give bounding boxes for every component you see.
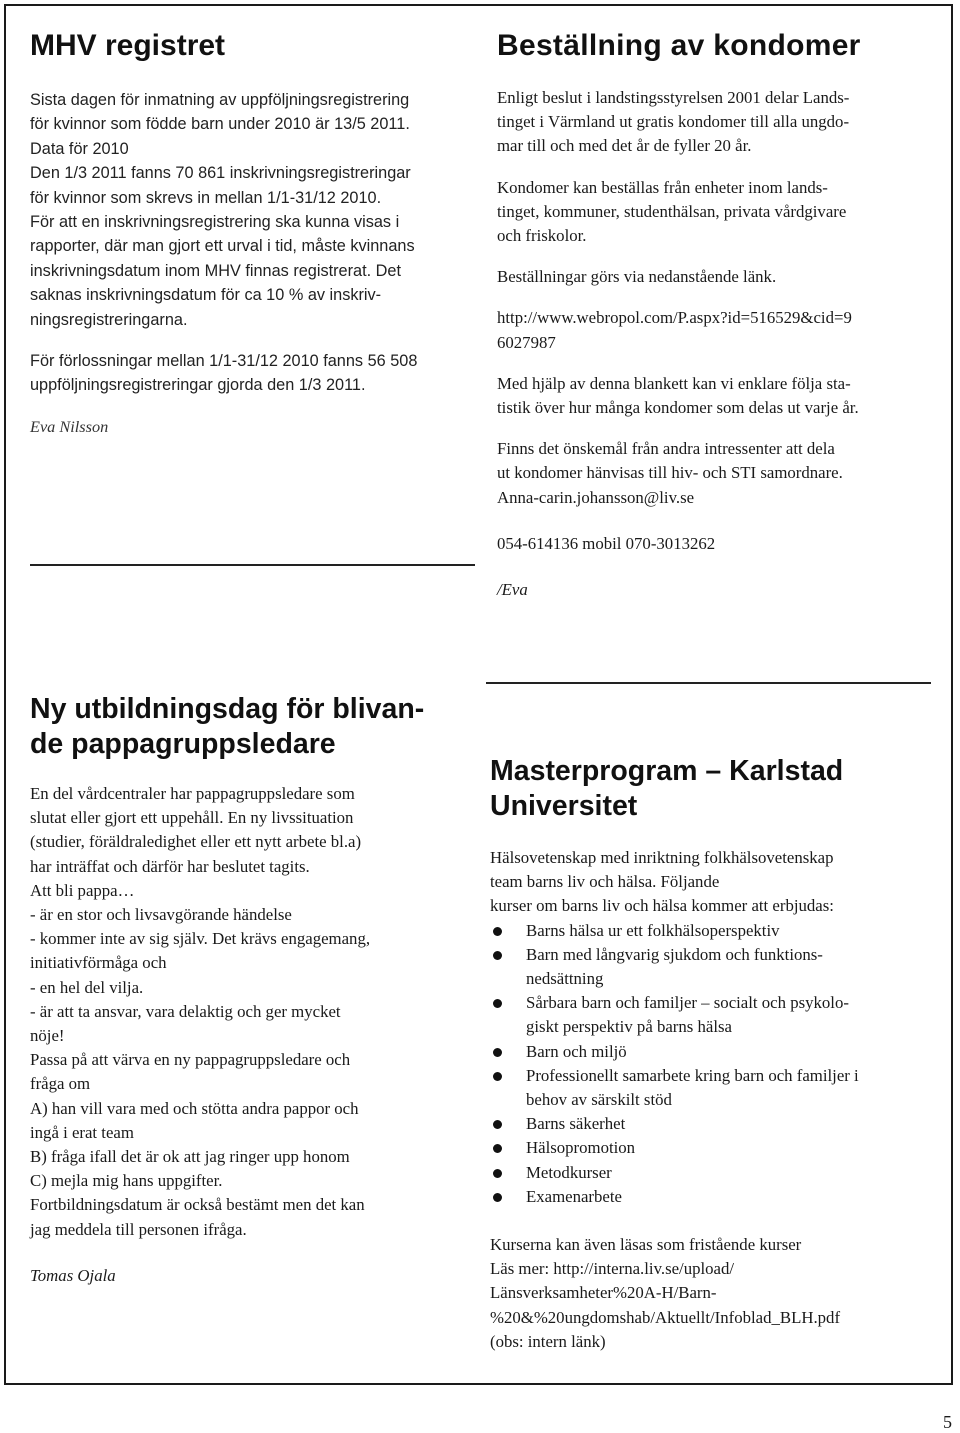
mhv-line: För förlossningar mellan 1/1-31/12 2010 fanns 56 508 [30,352,418,371]
kondomer-line: tistik över hur många kondomer som delas ut varje år. [497,398,859,418]
kondomer-line: Beställningar görs via nedanstående länk. [497,267,777,287]
course-item [490,1040,935,1064]
master-intro: Hälsovetenskap med inriktning folkhälsovetenskap [490,848,834,867]
course-label: behov av särskilt stöd [526,1090,672,1110]
pappa-line: A) han vill vara med och stötta andra pappor och [30,1098,359,1118]
course-item [490,943,935,991]
kondomer-line: tinget, kommuner, studenthälsan, privata vårdgivare [497,201,847,221]
course-item [490,1112,935,1136]
mhv-author: Eva Nilsson [30,416,109,436]
pappa-line: - en hel del vilja. [30,977,144,997]
master-body [490,846,935,1354]
kondomer-sign: /Eva [497,580,528,600]
contact-phone: 054-614136 mobil 070-3013262 [497,533,716,553]
pappa-line: C) mejla mig hans uppgifter. [30,1171,223,1191]
mhv-line: För att en inskrivningsregistrering ska kunna visas i [30,213,400,232]
mhv-line: ningsregistreringarna. [30,310,188,329]
course-label: Professionellt samarbete kring barn och familjer i [526,1065,859,1085]
mhv-title: MHV registret [30,29,226,62]
mhv-section [30,28,475,439]
page-number: 5 [943,1412,952,1432]
master-outro: (obs: intern länk) [490,1331,606,1351]
pappa-line: jag meddela till personen ifråga. [30,1219,247,1239]
course-label: Sårbara barn och familjer – socialt och psykolo- [526,993,849,1013]
pappa-line: slutat eller gjort ett uppehåll. En ny livssituation [30,808,354,828]
pappa-line: ingå i erat team [30,1122,134,1142]
course-label: Barn och miljö [526,1041,627,1061]
master-outro: Kurserna kan även läsas som fristående kurser [490,1235,802,1255]
master-title-line: Universitet [490,790,638,822]
webropol-link-cont[interactable]: 6027987 [497,332,556,352]
course-label: Examenarbete [526,1186,622,1206]
webropol-link[interactable]: http://www.webropol.com/P.aspx?id=516529&cid=9 [497,308,852,328]
mhv-line: inskrivningsdatum inom MHV finnas registrerat. Det [30,261,401,280]
mhv-body [30,88,475,439]
mhv-line: för kvinnor som skrevs in mellan 1/1-31/12 2010. [30,188,382,207]
kondomer-body [497,86,937,602]
course-label: Metodkurser [526,1162,612,1182]
pappa-author: Tomas Ojala [30,1265,116,1285]
kondomer-line: Kondomer kan beställas från enheter inom lands- [497,177,828,197]
course-item [490,991,935,1039]
kondomer-line: tinget i Värmland ut gratis kondomer till alla ungdo- [497,112,850,132]
kondomer-title: Beställning av kondomer [497,29,861,62]
divider-right [486,682,931,684]
pappa-line: En del vårdcentraler har pappagruppsledare som [30,784,355,803]
master-intro: kurser om barns liv och hälsa kommer att erbjudas: [490,896,834,916]
course-list [490,919,935,1209]
course-item [490,1185,935,1209]
mhv-line: saknas inskrivningsdatum för ca 10 % av inskriv- [30,286,382,305]
course-label: Barns hälsa ur ett folkhälsoperspektiv [526,920,780,940]
mhv-line: Data för 2010 [30,139,129,158]
mhv-line: uppföljningsregistreringar gjorda den 1/3 2011. [30,376,366,395]
kondomer-line: Finns det önskemål från andra intressenter att dela [497,439,835,459]
pappa-section [30,692,475,1288]
mhv-line: rapporter, där man gjort ett urval i tid, måste kvinnans [30,237,415,256]
pappa-line: har inträffat och därför har beslutet tagits. [30,856,310,876]
master-link[interactable]: %20&%20ungdomshab/Aktuellt/Infoblad_BLH.pdf [490,1307,841,1327]
course-item [490,1064,935,1112]
pappa-line: B) fråga ifall det är ok att jag ringer upp honom [30,1147,350,1167]
course-item [490,1136,935,1160]
pappa-line: (studier, föräldraledighet eller ett nytt arbete bl.a) [30,832,362,852]
course-label: giskt perspektiv på barns hälsa [526,1017,732,1037]
pappa-line: Att bli pappa… [30,880,135,900]
pappa-line: - kommer inte av sig själv. Det krävs engagemang, [30,929,371,949]
kondomer-line: Med hjälp av denna blankett kan vi enklare följa sta- [497,373,851,393]
course-item [490,919,935,943]
kondomer-line: och friskolor. [497,226,587,246]
master-link[interactable]: Läs mer: http://interna.liv.se/upload/ [490,1259,735,1279]
master-intro: team barns liv och hälsa. Följande [490,872,720,892]
kondomer-section [497,28,937,602]
pappa-title [30,692,475,762]
pappa-line: initiativförmåga och [30,953,167,973]
mhv-line: Den 1/3 2011 fanns 70 861 inskrivningsregistreringar [30,164,411,183]
kondomer-line: mar till och med det år de fyller 20 år. [497,136,752,156]
pappa-line: Fortbildningsdatum är också bestämt men det kan [30,1195,365,1215]
divider-left [30,564,475,566]
pappa-line: Passa på att värva en ny pappagruppsledare och [30,1050,351,1070]
kondomer-line: Enligt beslut i landstingsstyrelsen 2001 delar Lands- [497,88,850,107]
master-title-line: Masterprogram – Karlstad [490,755,844,787]
pappa-body [30,782,475,1288]
pappa-title-line: Ny utbildningsdag för blivan- [30,693,425,725]
mhv-line: Sista dagen för inmatning av uppföljningsregistrering [30,91,410,109]
pappa-line: nöje! [30,1026,65,1046]
course-label: Barn med långvarig sjukdom och funktions- [526,944,823,964]
course-item [490,1161,935,1185]
course-label: Barns säkerhet [526,1114,626,1134]
course-label: nedsättning [526,969,604,989]
master-title [490,754,935,824]
pappa-line: fråga om [30,1074,91,1094]
contact-email[interactable]: Anna-carin.johansson@liv.se [497,487,695,507]
course-label: Hälsopromotion [526,1138,636,1158]
mhv-line: för kvinnor som födde barn under 2010 är 13/5 2011. [30,115,410,134]
master-section [490,754,935,1354]
pappa-line: - är en stor och livsavgörande händelse [30,905,292,925]
kondomer-line: ut kondomer hänvisas till hiv- och STI samordnare. [497,463,843,483]
pappa-line: - är att ta ansvar, vara delaktig och ger mycket [30,1001,341,1021]
master-link[interactable]: Länsverksamheter%20A-H/Barn- [490,1283,717,1303]
pappa-title-line: de pappagruppsledare [30,728,336,760]
